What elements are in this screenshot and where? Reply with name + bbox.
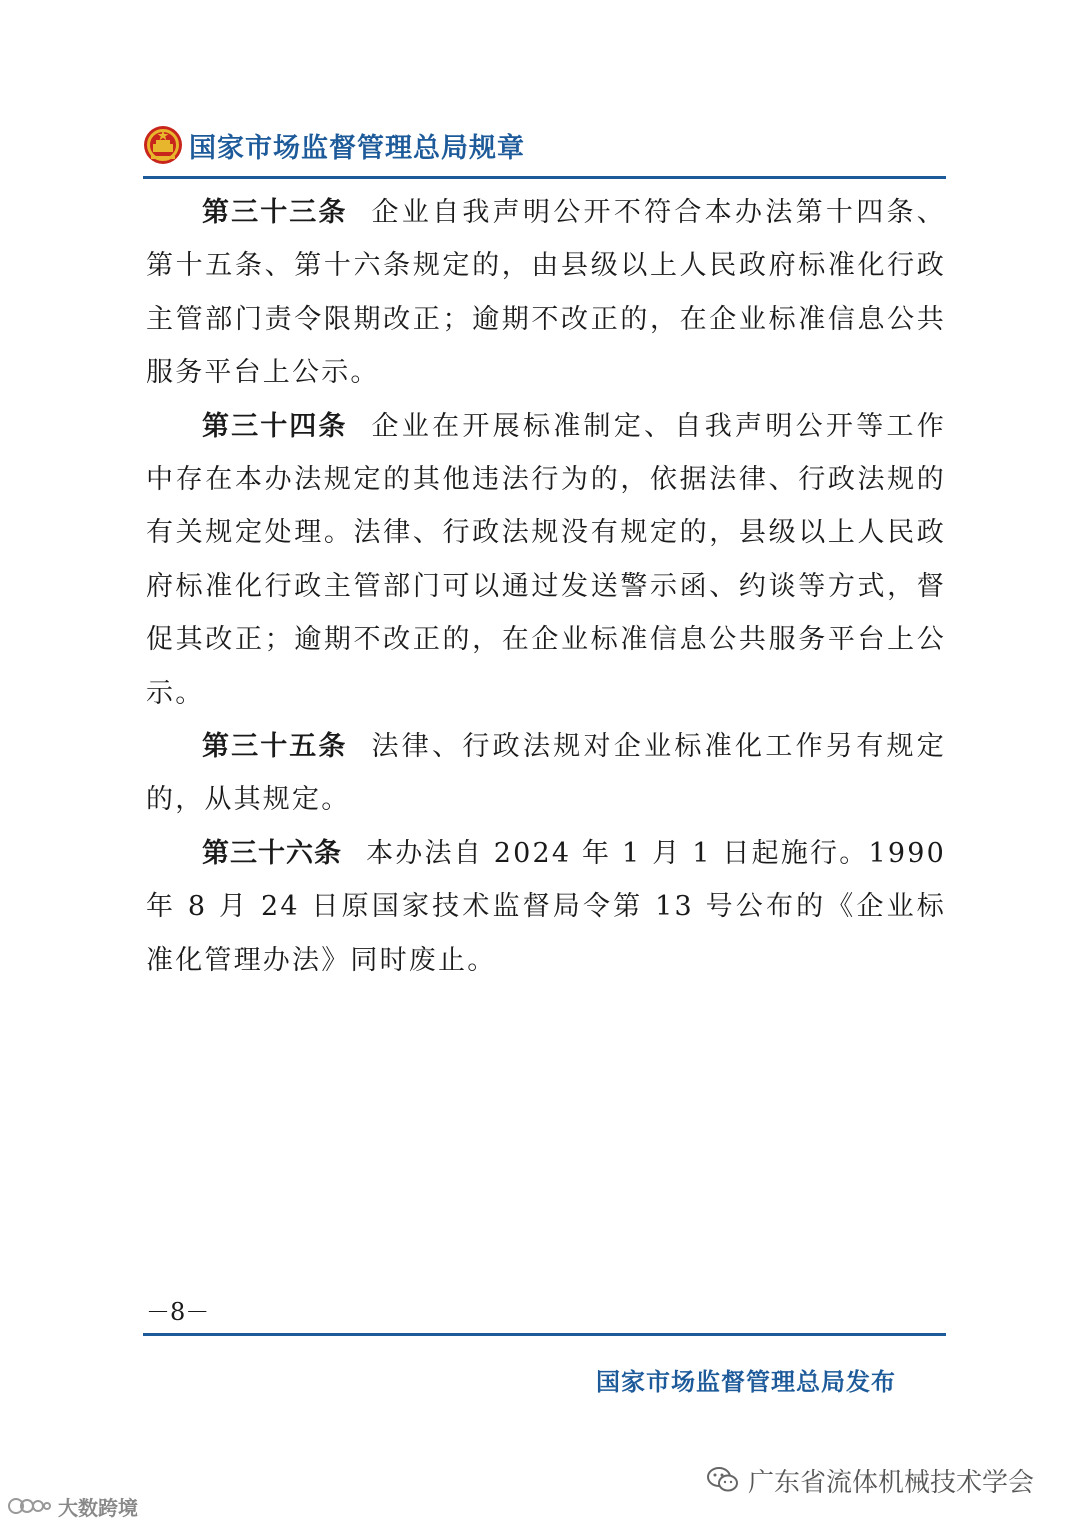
article-number: 第三十三条 <box>202 197 348 228</box>
article-text: 企业自我声明公开不符合本办法第十四条、第十五条、第十六条规定的，由县级以上人民政府标准化行政主管部门责令限期改正；逾期不改正的，在企业标准信息公共服务平台上公示。 <box>146 197 946 389</box>
document-header-title: 国家市场监督管理总局规章 <box>189 133 525 164</box>
article-text: 企业在开展标准制定、自我声明公开等工作中存在本办法规定的其他违法行为的，依据法律、行政法规的有关规定处理。法律、行政法规没有规定的，县级以上人民政府标准化行政主管部门可以通过发送警示函、约谈等方式，督促其改正；逾期不改正的，在企业标准信息公共服务平台上公示。 <box>146 410 946 709</box>
document-body <box>146 186 946 987</box>
weibo-icon <box>8 1495 52 1517</box>
article-number: 第三十四条 <box>202 410 348 442</box>
wechat-watermark-text: 广东省流体机械技术学会 <box>748 1467 1035 1498</box>
article-34 <box>146 400 946 720</box>
wechat-icon <box>706 1465 740 1495</box>
weibo-watermark <box>8 1492 138 1520</box>
header-divider <box>143 176 946 179</box>
document-header <box>143 120 948 176</box>
article-35 <box>146 720 946 827</box>
footer-divider <box>143 1333 946 1336</box>
page-number: －8－ <box>146 1298 210 1326</box>
wechat-watermark <box>706 1462 1034 1498</box>
article-36 <box>146 827 946 987</box>
article-text: 本办法自 2024 年 1 月 1 日起施行。1990 年 8 月 24 日原国家技术监督局令第 13 号公布的《企业标准化管理办法》同时废止。 <box>146 837 946 976</box>
article-33 <box>146 186 946 400</box>
footer-publisher: 国家市场监督管理总局发布 <box>596 1368 896 1396</box>
national-emblem-icon <box>143 124 183 166</box>
article-number: 第三十五条 <box>202 731 348 763</box>
article-number: 第三十六条 <box>202 837 343 869</box>
article-text: 法律、行政法规对企业标准化工作另有规定的，从其规定。 <box>146 731 946 816</box>
weibo-watermark-text: 大数跨境 <box>58 1495 138 1520</box>
